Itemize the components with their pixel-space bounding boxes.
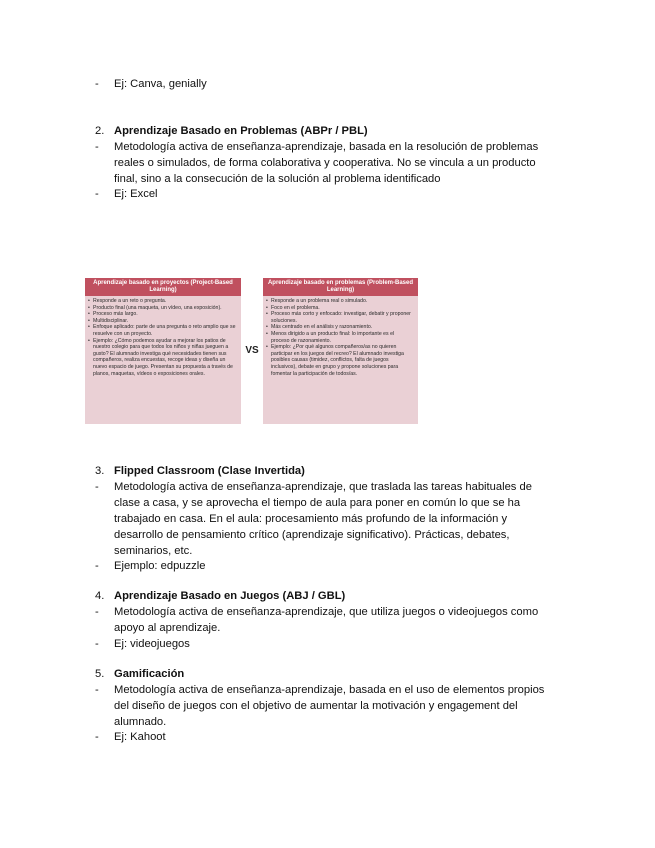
section-2-text-line: final, sino a la consecución de la solución al problema identificado bbox=[114, 173, 441, 185]
section-3-text-line: desarrollo de pensamiento crítico (aprendizaje significativo). Prácticas, debates, bbox=[114, 529, 510, 541]
section-5-text-line: alumnado. bbox=[114, 716, 167, 728]
section-5-text-line: del diseño de juegos con el objetivo de aumentar la motivación y engagement del bbox=[114, 700, 518, 712]
list-item: • Multidisciplinar. bbox=[88, 318, 237, 325]
section-3-text-line: trabajado en casa. En el aula: procesamiento más profundo de la información y bbox=[114, 513, 508, 525]
section-4-number: 4. bbox=[95, 590, 105, 602]
section-2-text-line: Metodología activa de enseñanza-aprendizaje, basada en la resolución de problemas bbox=[114, 141, 539, 153]
list-item: • Foco en el problema. bbox=[266, 305, 414, 312]
section-5-example: Ej: Kahoot bbox=[114, 731, 166, 743]
versus-label: VS bbox=[245, 345, 259, 356]
section-5-number: 5. bbox=[95, 668, 105, 680]
list-item: • Menos dirigido a un producto final: lo importante es el proceso de razonamiento. bbox=[266, 331, 414, 344]
problem-based-learning-title: Aprendizaje basado en problemas (Problem-Based Learning) bbox=[263, 278, 418, 296]
bullet-dash: - bbox=[95, 188, 99, 200]
bullet-dash: - bbox=[95, 560, 99, 572]
list-item: • Ejemplo: ¿Por qué algunos compañeros/as no quieren participar en los juegos del recreo? El alumnado investiga posibles causas (timidez, conflictos, falta de juegos inclusivos), debate en grupo y propone soluciones para fomentar la participación de todos/as. bbox=[266, 344, 414, 377]
problem-based-learning-panel bbox=[263, 278, 418, 424]
list-item: • Responde a un problema real o simulado. bbox=[266, 298, 414, 305]
list-item: • Más centrado en el análisis y razonamiento. bbox=[266, 324, 414, 331]
bullet-dash: - bbox=[95, 731, 99, 743]
section-2-text-line: reales o simulados, de forma colaborativa y cooperativa. No se vincula a un producto bbox=[114, 157, 536, 169]
problem-based-learning-list bbox=[266, 298, 414, 377]
list-item: • Enfoque aplicado: parte de una pregunta o reto amplio que se resuelve con un proyecto. bbox=[88, 324, 237, 337]
bullet-dash: - bbox=[95, 684, 99, 696]
list-item: • Ejemplo: ¿Cómo podemos ayudar a mejorar los patios de nuestro colegio para que todos los niños y niñas jueguen a gusto? El alumnado investiga qué necesidades tienen sus compañeros, realiza encuestas, recoge ideas y diseña un nuevo espacio de juego. Presentan su propuesta a través de planos, maquetas, vídeos o exposiciones orales. bbox=[88, 338, 237, 378]
bullet-dash: - bbox=[95, 141, 99, 153]
bullet-dash: - bbox=[95, 78, 99, 90]
section-2-title: Aprendizaje Basado en Problemas (ABPr / PBL) bbox=[114, 125, 368, 137]
list-item: • Proceso más corto y enfocado: investigar, debatir y proponer soluciones. bbox=[266, 311, 414, 324]
bullet-dash: - bbox=[95, 481, 99, 493]
section-5-title: Gamificación bbox=[114, 668, 185, 680]
section-5-text-line: Metodología activa de enseñanza-aprendizaje, basada en el uso de elementos propios bbox=[114, 684, 545, 696]
list-item: • Producto final (una maqueta, un vídeo, una exposición). bbox=[88, 305, 237, 312]
project-based-learning-panel bbox=[85, 278, 241, 424]
section-3-example: Ejemplo: edpuzzle bbox=[114, 560, 206, 572]
section-4-text-line: apoyo al aprendizaje. bbox=[114, 622, 221, 634]
section-3-title: Flipped Classroom (Clase Invertida) bbox=[114, 465, 305, 477]
section-3-text-line: seminarios, etc. bbox=[114, 545, 193, 557]
list-item: • Responde a un reto o pregunta. bbox=[88, 298, 237, 305]
bullet-dash: - bbox=[95, 638, 99, 650]
section-4-title: Aprendizaje Basado en Juegos (ABJ / GBL) bbox=[114, 590, 346, 602]
section-4-example: Ej: videojuegos bbox=[114, 638, 190, 650]
section-2-number: 2. bbox=[95, 125, 105, 137]
bullet-dash: - bbox=[95, 606, 99, 618]
section-2-example: Ej: Excel bbox=[114, 188, 158, 200]
project-based-learning-list bbox=[88, 298, 237, 377]
project-based-learning-title: Aprendizaje basado en proyectos (Project-Based Learning) bbox=[85, 278, 241, 296]
section-4-text-line: Metodología activa de enseñanza-aprendizaje, que utiliza juegos o videojuegos como bbox=[114, 606, 539, 618]
intro-example: Ej: Canva, genially bbox=[114, 78, 207, 90]
list-item: • Proceso más largo. bbox=[88, 311, 237, 318]
section-3-text-line: clase a casa, y se aprovecha el tiempo de aula para poner en común lo que se ha bbox=[114, 497, 521, 509]
section-3-number: 3. bbox=[95, 465, 105, 477]
section-3-text-line: Metodología activa de enseñanza-aprendizaje, que traslada las tareas habituales de bbox=[114, 481, 532, 493]
